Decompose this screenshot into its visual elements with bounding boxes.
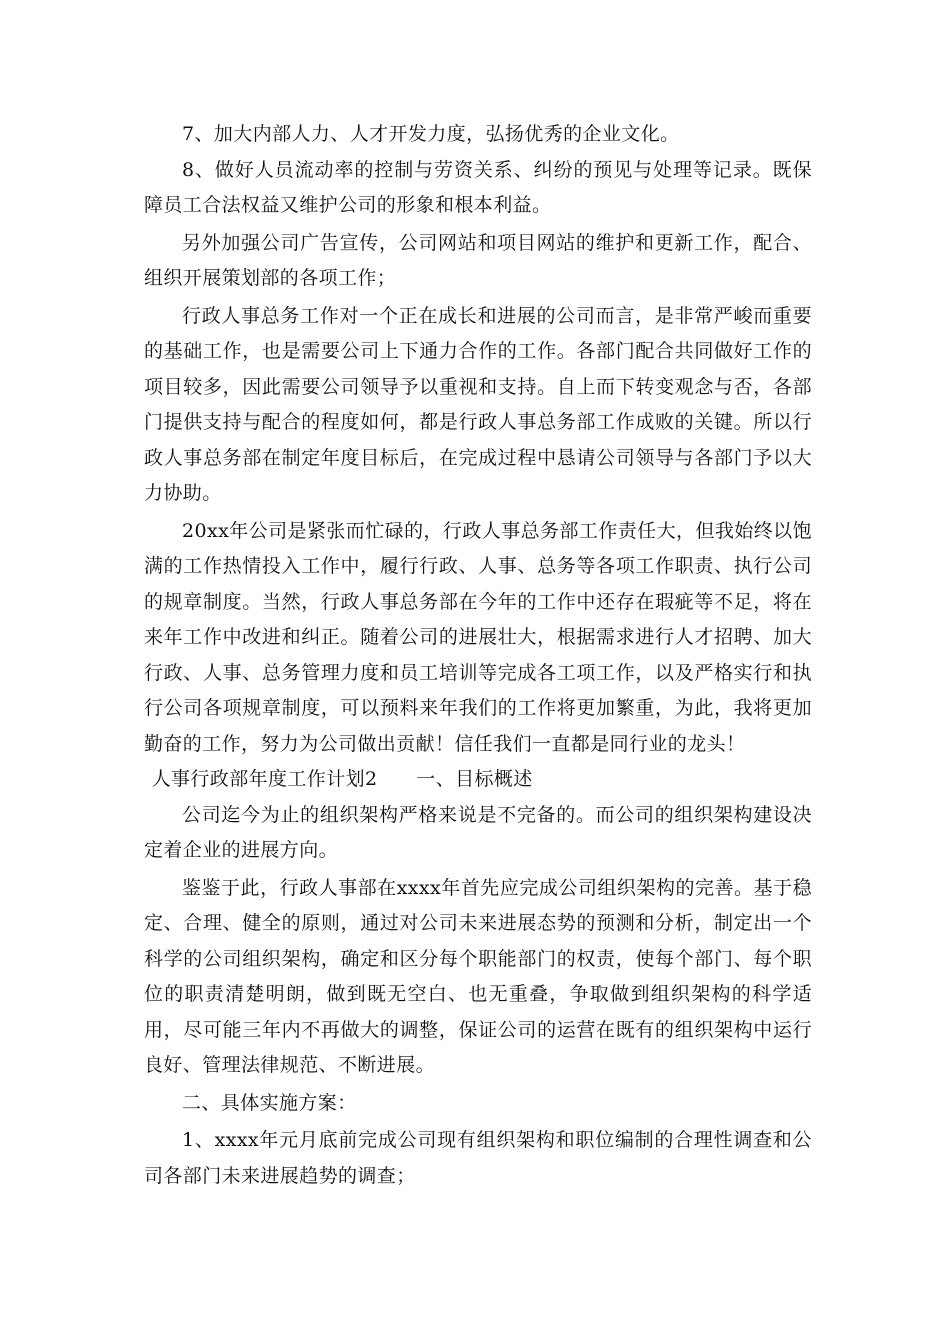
paragraph-item-8: 8、做好人员流动率的控制与劳资关系、纠纷的预见与处理等记录。既保障员工合法权益又维护公司的形象和根本利益。: [144, 158, 812, 216]
paragraph-item-7: 7、加大内部人力、人才开发力度，弘扬优秀的企业文化。: [182, 123, 680, 145]
paragraph-step-1: 1、xxxx年元月底前完成公司现有组织架构和职位编制的合理性调查和公司各部门未来进展趋势的调查；: [144, 1129, 812, 1187]
document-body: [144, 117, 812, 1194]
paragraph-year-summary: 20xx年公司是紧张而忙碌的，行政人事总务部工作责任大，但我始终以饱满的工作热情投入工作中，履行行政、人事、总务等各项工作职责、执行公司的规章制度。当然，行政人事总务部在今年的工作中还存在瑕疵等不足，将在来年工作中改进和纠正。随着公司的进展壮大，根据需求进行人才招聘、加大行政、人事、总务管理力度和员工培训等完成各工项工作，以及严格实行和执行公司各项规章制度，可以预料来年我们的工作将更加繁重，为此，我将更加勤奋的工作，努力为公司做出贡献！信任我们一直都是同行业的龙头！: [144, 519, 812, 755]
paragraph-org-plan: 鉴鉴于此，行政人事部在xxxx年首先应完成公司组织架构的完善。基于稳定、合理、健全的原则，通过对公司未来进展态势的预测和分析，制定出一个科学的公司组织架构，确定和区分每个职能部门的权责，使每个部门、每个职位的职责清楚明朗，做到既无空白、也无重叠，争取做到组织架构的科学适用，尽可能三年内不再做大的调整，保证公司的运营在既有的组织架构中运行良好、管理法律规范、不断进展。: [144, 876, 812, 1076]
section-heading-plan-2: 人事行政部年度工作计划2 一、目标概述: [151, 768, 533, 790]
paragraph-importance: 行政人事总务工作对一个正在成长和进展的公司而言，是非常严峻而重要的基础工作，也是需要公司上下通力合作的工作。各部门配合共同做好工作的项目较多，因此需要公司领导予以重视和支持。自上而下转变观念与否，各部门提供支持与配合的程度如何，都是行政人事总务部工作成败的关键。所以行政人事总务部在制定年度目标后，在完成过程中恳请公司领导与各部门予以大力协助。: [144, 304, 812, 504]
paragraph-org-structure: 公司迄今为止的组织架构严格来说是不完备的。而公司的组织架构建设决定着企业的进展方向。: [144, 803, 812, 861]
paragraph-advertising: 另外加强公司广告宣传，公司网站和项目网站的维护和更新工作，配合、组织开展策划部的各项工作；: [144, 231, 812, 289]
section-heading-implementation: 二、具体实施方案：: [182, 1091, 357, 1114]
